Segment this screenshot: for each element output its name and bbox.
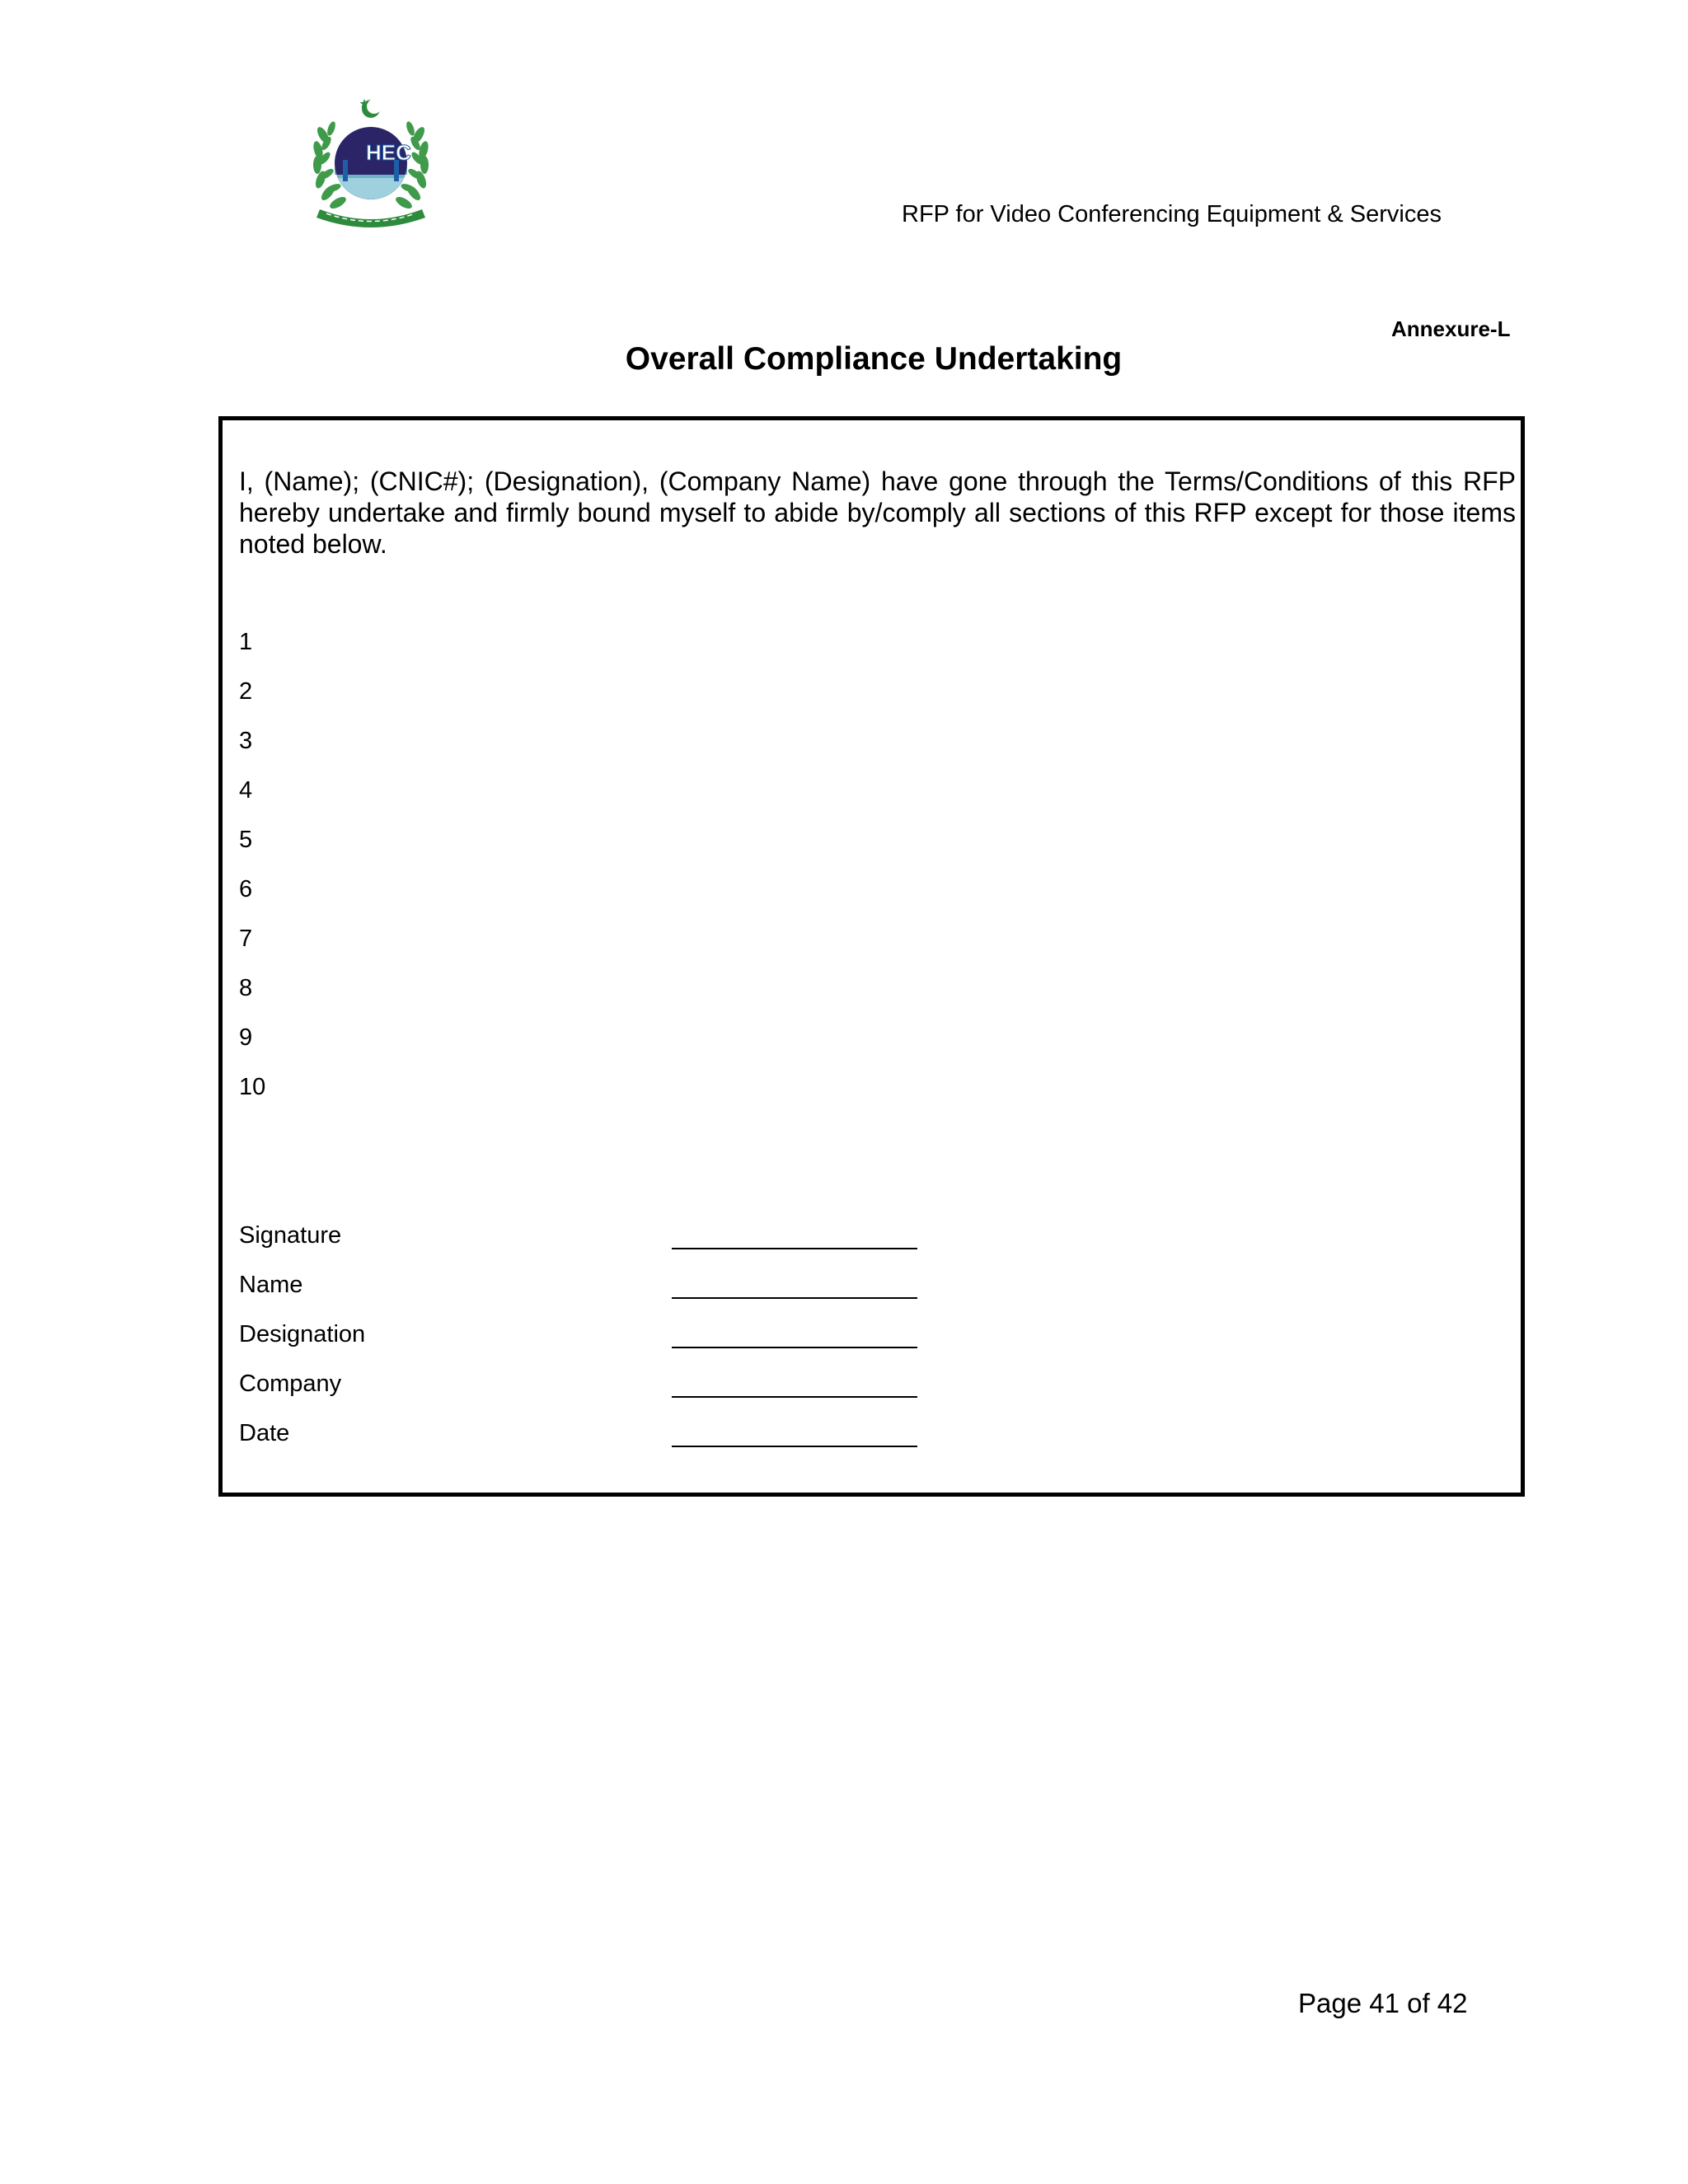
exception-item: 7 [239,926,253,952]
date-row [239,1419,981,1469]
designation-label: Designation [239,1321,366,1347]
company-label: Company [239,1371,342,1397]
signature-block [239,1221,981,1469]
signature-row [239,1221,981,1271]
designation-line [672,1347,917,1348]
undertaking-statement: I, (Name); (CNIC#); (Designation), (Company Name) have gone through the Terms/Conditions of this RFP hereby undertake and firmly bound myself to abide by/comply all sections of this RFP except for those items noted below. [239,466,1516,559]
exception-item: 5 [239,827,253,853]
exception-item: 10 [239,1074,266,1100]
running-header: RFP for Video Conferencing Equipment & Services [902,201,1442,227]
exception-item: 9 [239,1024,253,1051]
page-title: Overall Compliance Undertaking [625,341,1123,377]
page-number: Page 41 of 42 [1298,1988,1468,2018]
exception-item: 2 [239,678,253,705]
hec-emblem-icon [305,96,437,227]
date-label: Date [239,1420,290,1446]
date-line [672,1446,917,1447]
annexure-label: Annexure-L [1391,316,1511,341]
exception-item: 4 [239,777,253,804]
exception-item: 1 [239,629,253,655]
signature-label: Signature [239,1222,342,1249]
svg-text:HEC: HEC [366,140,411,165]
exception-item: 3 [239,728,253,754]
signature-line [672,1248,917,1249]
exception-item: 8 [239,975,253,1001]
exception-item: 6 [239,876,253,902]
company-row [239,1370,981,1419]
designation-row [239,1320,981,1370]
name-row [239,1271,981,1320]
exception-items-list [239,628,265,1122]
name-line [672,1297,917,1299]
name-label: Name [239,1272,303,1298]
undertaking-form-box [218,416,1525,1497]
hec-logo [305,96,437,227]
company-line [672,1396,917,1398]
